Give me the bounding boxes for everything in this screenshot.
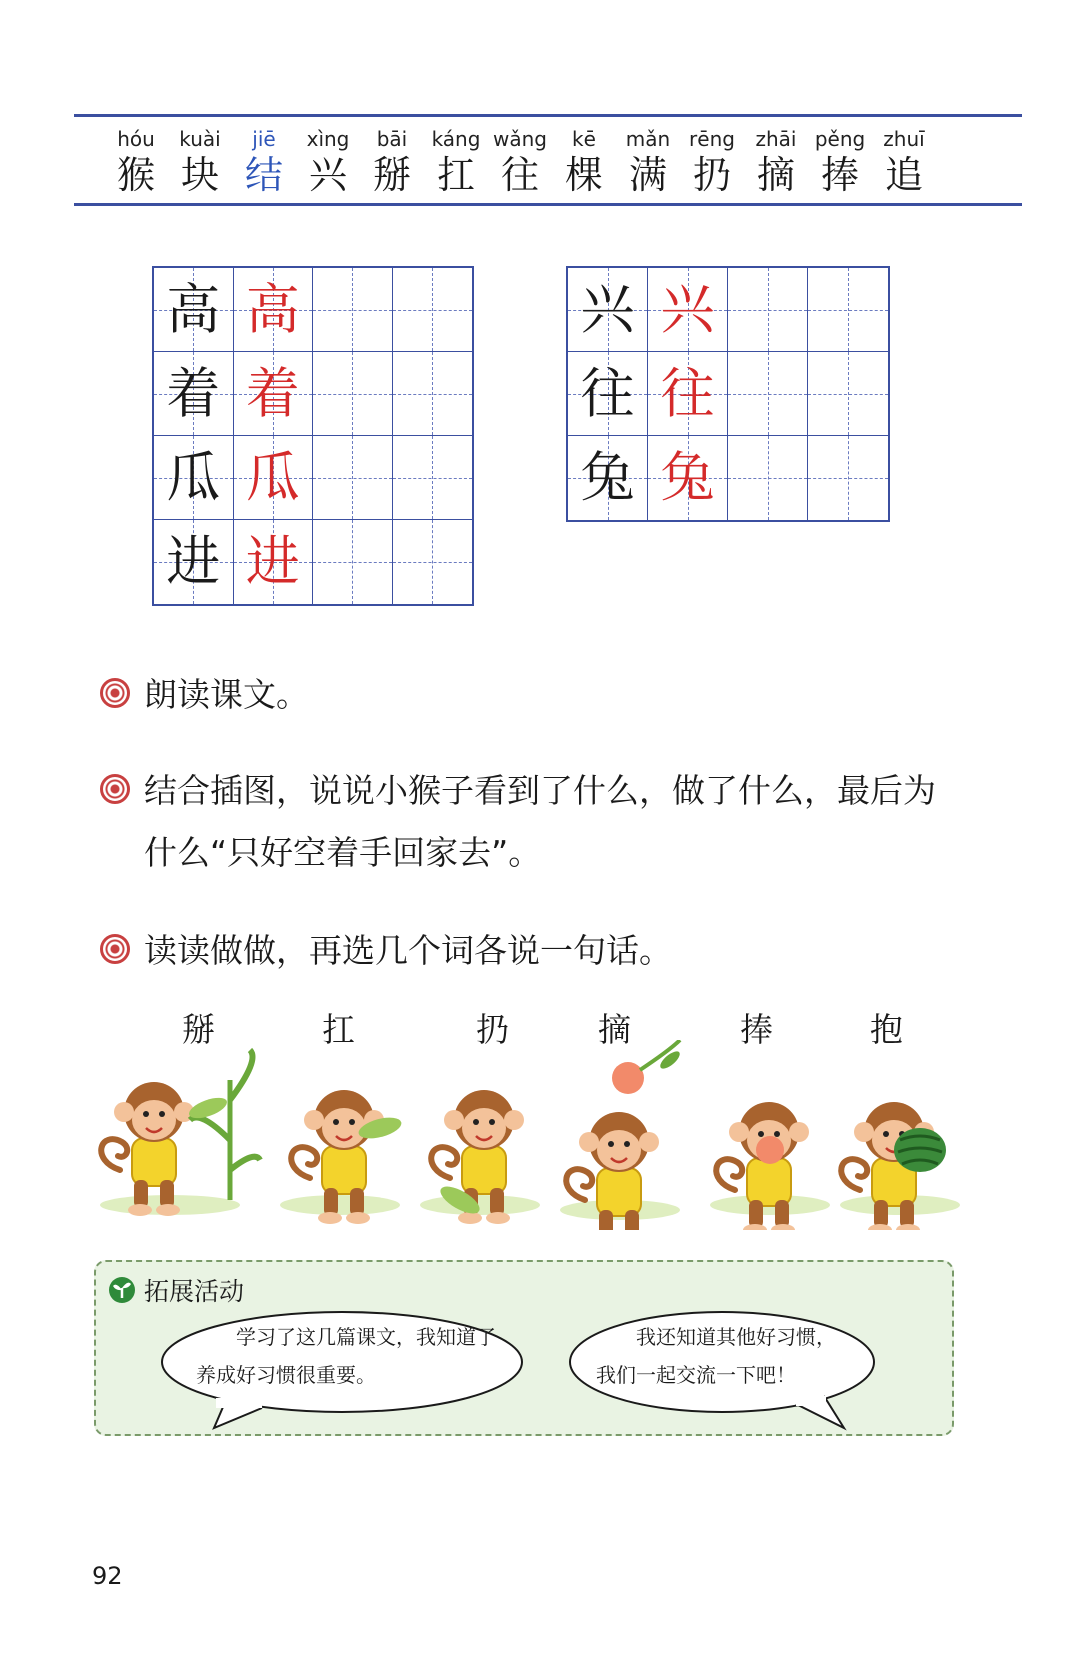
vocab-pinyin: zhuī: [883, 127, 925, 151]
vocab-hanzi: 块: [180, 153, 219, 197]
grid-trace-char: [648, 352, 728, 436]
grid-trace-char: [234, 436, 314, 520]
trace-char: 兔: [660, 446, 715, 509]
vocab-item: [296, 126, 360, 198]
vocab-hanzi: 棵: [564, 153, 603, 197]
vocab-hanzi: 掰: [372, 153, 411, 197]
vocab-item: [232, 126, 296, 198]
model-char: 进: [166, 530, 221, 593]
verb-label: 掰: [182, 1010, 215, 1049]
writing-grid-right: [566, 266, 890, 522]
vocab-pinyin: wǎng: [493, 127, 547, 151]
grid-trace-char: [648, 268, 728, 352]
bubble-line: 我们一起交流一下吧！: [596, 1363, 796, 1387]
grid-empty-cell: [808, 436, 888, 520]
vocab-pinyin: zhāi: [755, 127, 797, 151]
speech-bubble-right-text: [596, 1318, 836, 1394]
vocab-hanzi: 摘: [756, 153, 795, 197]
trace-char: 进: [245, 530, 300, 593]
exercise-line: 什么“只好空着手回家去”。: [144, 833, 542, 872]
vocab-item: [168, 126, 232, 198]
grid-model-char: [154, 268, 234, 352]
vocab-pinyin: rēng: [689, 127, 735, 151]
grid-empty-cell: [728, 352, 808, 436]
grid-empty-cell: [313, 520, 393, 604]
grid-empty-cell: [393, 436, 473, 520]
vocab-hanzi: 扔: [692, 153, 731, 197]
page-number: 92: [92, 1562, 123, 1590]
exercise-bullet-icon: [100, 934, 130, 964]
verb-label: 扛: [322, 1010, 355, 1049]
vocab-item: [424, 126, 488, 198]
bubble-line: 我还知道其他好习惯，: [636, 1325, 836, 1349]
trace-char: 高: [245, 277, 300, 341]
vocab-hanzi: 满: [628, 153, 667, 197]
vocab-item: [680, 126, 744, 198]
vocab-hanzi: 往: [500, 153, 539, 197]
exercise-line: 朗读课文。: [144, 675, 309, 714]
exercise-bullet-icon: [100, 678, 130, 708]
grid-model-char: [154, 352, 234, 436]
vocab-hanzi: 追: [884, 153, 923, 197]
grid-model-char: [154, 520, 234, 604]
grid-empty-cell: [393, 268, 473, 352]
speech-bubble-left-text: [196, 1318, 496, 1394]
exercise-line: 结合插图，说说小猴子看到了什么，做了什么，最后为: [144, 771, 936, 810]
model-char: 兔: [580, 446, 635, 509]
vocab-pinyin: bāi: [376, 127, 408, 151]
vocab-item: [488, 126, 552, 198]
grid-empty-cell: [393, 352, 473, 436]
vocab-pinyin: pěng: [814, 127, 866, 151]
grid-trace-char: [234, 352, 314, 436]
model-char: 往: [580, 361, 635, 425]
grid-empty-cell: [313, 352, 393, 436]
grid-model-char: [568, 268, 648, 352]
model-char: 高: [166, 277, 221, 341]
exercise-2: [100, 760, 936, 884]
monkey-illustration: [80, 1040, 960, 1230]
verb-label: 扔: [476, 1010, 509, 1049]
exercise-2-text: [144, 760, 936, 884]
vocab-hanzi: 结: [244, 153, 283, 197]
vocab-hanzi: 猴: [116, 153, 155, 197]
bubble-line: 养成好习惯很重要。: [196, 1363, 376, 1387]
grid-empty-cell: [728, 268, 808, 352]
model-char: 着: [166, 361, 221, 425]
vocab-pinyin: hóu: [117, 127, 155, 151]
grid-model-char: [154, 436, 234, 520]
vocab-pinyin: kuài: [179, 127, 221, 151]
extension-title-text: 拓展活动: [144, 1277, 245, 1306]
verb-label: 抱: [870, 1010, 903, 1049]
vocab-item: [616, 126, 680, 198]
vocab-hanzi: 捧: [820, 153, 859, 197]
grid-empty-cell: [313, 436, 393, 520]
grid-empty-cell: [313, 268, 393, 352]
grid-empty-cell: [728, 436, 808, 520]
vocab-item: [808, 126, 872, 198]
vocab-pinyin: mǎn: [625, 127, 671, 151]
trace-char: 往: [660, 361, 715, 425]
writing-grid-left: [152, 266, 474, 606]
grid-empty-cell: [808, 268, 888, 352]
exercise-1-text: [144, 664, 309, 726]
bubble-line: 学习了这几篇课文，我知道了: [236, 1325, 496, 1349]
vocab-pinyin: xìng: [306, 127, 350, 151]
vocab-hanzi: 扛: [436, 153, 475, 197]
vocab-item: [872, 126, 936, 198]
grid-empty-cell: [808, 352, 888, 436]
vocab-item: [744, 126, 808, 198]
verb-label: 捧: [740, 1010, 773, 1049]
grid-trace-char: [648, 436, 728, 520]
exercise-line: 读读做做，再选几个词各说一句话。: [144, 931, 672, 970]
vocab-hanzi: 兴: [308, 153, 347, 197]
grid-trace-char: [234, 268, 314, 352]
grid-trace-char: [234, 520, 314, 604]
trace-char: 瓜: [245, 445, 300, 509]
exercise-3: [100, 920, 672, 982]
model-char: 瓜: [166, 445, 221, 509]
model-char: 兴: [580, 277, 635, 341]
sprout-icon: [108, 1276, 136, 1304]
vocab-item: [104, 126, 168, 198]
verb-label: 摘: [598, 1010, 631, 1049]
grid-model-char: [568, 436, 648, 520]
vocab-bottom-rule: [74, 203, 1022, 206]
exercise-bullet-icon: [100, 774, 130, 804]
vocab-pinyin: káng: [431, 127, 481, 151]
vocab-pinyin: jiē: [252, 127, 276, 151]
grid-empty-cell: [393, 520, 473, 604]
exercise-3-text: [144, 920, 672, 982]
vocab-item: [552, 126, 616, 198]
trace-char: 着: [245, 361, 300, 425]
exercise-1: [100, 664, 309, 726]
vocab-item: [360, 126, 424, 198]
extension-title: [108, 1272, 244, 1308]
extension-activity-box: [94, 1260, 954, 1436]
vocab-top-rule: [74, 114, 1022, 117]
grid-model-char: [568, 352, 648, 436]
vocab-pinyin: kē: [572, 127, 596, 151]
trace-char: 兴: [660, 277, 715, 341]
